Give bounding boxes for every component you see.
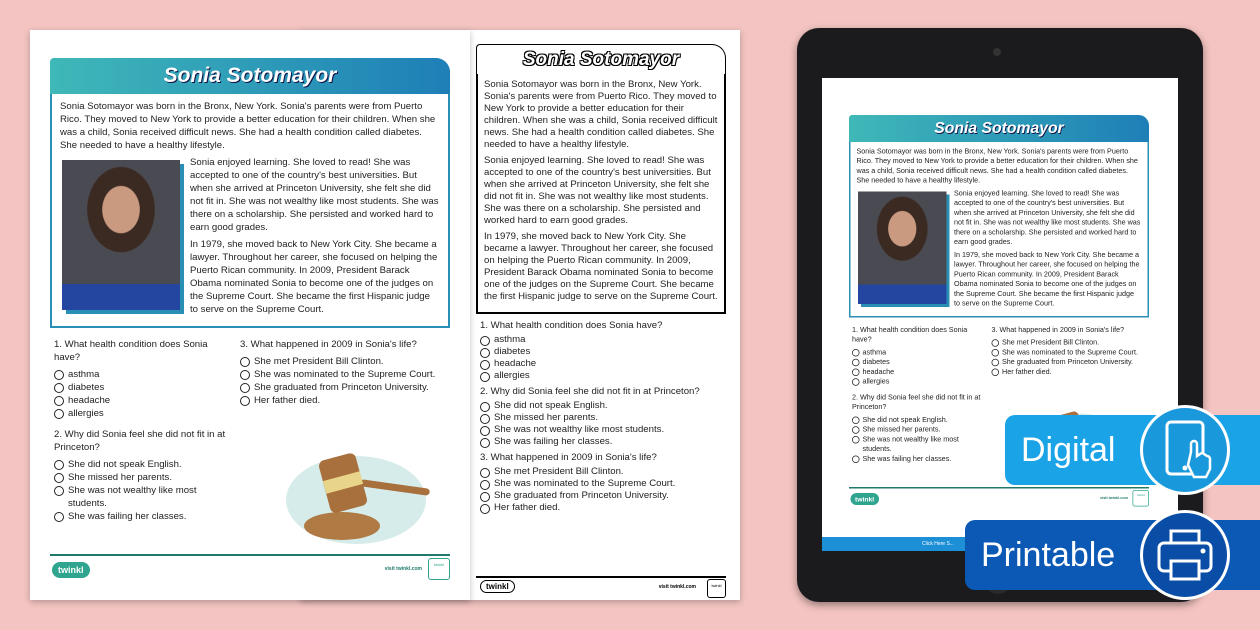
quality-badge: twinkl — [707, 579, 726, 598]
footer-divider — [50, 554, 450, 556]
question-text: 1. What health condition does Sonia have? — [852, 325, 968, 344]
answer-option-radio[interactable]: She was nominated to the Supreme Court. — [992, 348, 1153, 358]
question-2 — [852, 393, 987, 464]
question-1 — [54, 338, 234, 420]
digital-label: Digital — [1005, 415, 1260, 485]
worksheet-color — [30, 30, 470, 600]
answer-option-radio[interactable]: allergies — [852, 377, 987, 387]
visit-link[interactable]: visit twinkl.com — [1100, 496, 1128, 501]
answer-option-radio[interactable]: She met President Bill Clinton. — [992, 338, 1153, 348]
question-text: 2. Why did Sonia feel she did not fit in at Princeton? — [54, 429, 226, 453]
question-text: 3. What happened in 2009 in Sonia's life? — [991, 325, 1125, 334]
question-text: 3. What happened in 2009 in Sonia's life? — [240, 339, 417, 350]
question-text: 2. Why did Sonia feel she did not fit in at Princeton? — [480, 386, 700, 397]
answer-option-radio[interactable]: She was failing her classes. — [852, 454, 987, 464]
printer-icon — [1140, 510, 1230, 600]
answer-option-radio[interactable]: She was nominated to the Supreme Court. — [240, 368, 454, 381]
gavel-illustration — [286, 456, 426, 544]
twinkl-logo: twinkl — [480, 580, 515, 593]
reading-passage — [50, 94, 450, 328]
worksheet-title: Sonia Sotomayor — [476, 44, 726, 74]
twinkl-logo: twinkl — [52, 562, 90, 578]
visit-link[interactable]: visit twinkl.com — [384, 566, 422, 572]
portrait-photo — [858, 192, 947, 305]
answer-option-radio[interactable]: She was not wealthy like most students. — [480, 424, 722, 436]
question-2 — [480, 386, 722, 448]
question-text: 3. What happened in 2009 in Sonia's life? — [480, 452, 657, 463]
answer-option-radio[interactable]: She missed her parents. — [852, 425, 987, 435]
click-here-bar[interactable]: Click Here S... — [822, 537, 1178, 551]
answer-option-radio[interactable]: Her father died. — [992, 367, 1153, 377]
quality-badge: twinkl — [1133, 490, 1150, 507]
answer-option-radio[interactable]: She was not wealthy like most students. — [54, 484, 234, 510]
answer-option-radio[interactable]: allergies — [480, 370, 722, 382]
answer-option-radio[interactable]: She met President Bill Clinton. — [240, 355, 454, 368]
answer-option-radio[interactable]: She was not wealthy like most students. — [852, 435, 987, 455]
footer-divider — [849, 487, 1149, 489]
answer-option-radio[interactable]: asthma — [54, 368, 234, 381]
answer-option-radio[interactable]: She did not speak English. — [54, 458, 234, 471]
question-text: 2. Why did Sonia feel she did not fit in at Princeton? — [852, 393, 981, 412]
question-text: 1. What health condition does Sonia have? — [480, 320, 663, 331]
paragraph: In 1979, she moved back to New York City. She became a lawyer. Throughout her career, she focused on helping the Puerto Rican community. In 2009, President Barack Obama nominated Sonia to become one of the judges on the Supreme Court. She became the first Hispanic judge to serve on the Supreme Court. — [190, 239, 438, 315]
answer-option-radio[interactable]: She graduated from Princeton University. — [480, 490, 722, 502]
answer-option-radio[interactable]: She met President Bill Clinton. — [480, 466, 722, 478]
question-text: 1. What health condition does Sonia have? — [54, 339, 208, 363]
question-1 — [852, 325, 987, 387]
paragraph: Sonia Sotomayor was born in the Bronx, New York. Sonia's parents were from Puerto Rico. They moved to New York to provide a better education for their children. When she was a child, Sonia received difficult news. She had a health condition called diabetes. She needed to have a healthy lifestyle. — [484, 79, 718, 150]
answer-option-radio[interactable]: She did not speak English. — [852, 415, 987, 425]
question-3 — [992, 325, 1153, 377]
answer-option-radio[interactable]: She missed her parents. — [480, 412, 722, 424]
answer-option-radio[interactable]: diabetes — [852, 357, 987, 367]
paragraph: Sonia enjoyed learning. She loved to read! She was accepted to one of the country's best universities. But when she arrived at Princeton University, she felt she did not fit in. She was not wealthy like most students. She was there on a scholarship. She persisted and worked hard to earn good grades. — [190, 157, 439, 233]
answer-option-radio[interactable]: Her father died. — [240, 394, 454, 407]
answer-option-radio[interactable]: diabetes — [480, 346, 722, 358]
answer-option-radio[interactable]: asthma — [852, 348, 987, 358]
footer-divider — [476, 576, 726, 578]
tablet-touch-icon — [1140, 405, 1230, 495]
paragraph: Sonia Sotomayor was born in the Bronx, New York. Sonia's parents were from Puerto Rico. They moved to New York to provide a better education for their children. When she was a child, Sonia received difficult news. She had a health condition called diabetes. She needed to have a healthy lifestyle. — [60, 101, 436, 151]
question-3 — [480, 452, 722, 514]
worksheet-title: Sonia Sotomayor — [50, 58, 450, 94]
answer-option-radio[interactable]: She was nominated to the Supreme Court. — [480, 478, 722, 490]
paragraph: Sonia Sotomayor was born in the Bronx, New York. Sonia's parents were from Puerto Rico. They moved to New York to provide a better education for their children. When she was a child, Sonia received difficult news. She had a health condition called diabetes. She needed to have a healthy lifestyle. — [856, 147, 1138, 185]
answer-option-radio[interactable]: She graduated from Princeton University. — [240, 381, 454, 394]
printable-label: Printable — [965, 520, 1260, 590]
answer-option-radio[interactable]: She was failing her classes. — [54, 510, 234, 523]
worksheet-title: Sonia Sotomayor — [849, 115, 1149, 142]
answer-option-radio[interactable]: She did not speak English. — [480, 400, 722, 412]
question-1 — [480, 320, 722, 382]
visit-link[interactable]: visit twinkl.com — [658, 584, 696, 590]
question-2 — [54, 428, 234, 523]
camera-icon — [993, 48, 1001, 56]
answer-option-radio[interactable]: headache — [852, 367, 987, 377]
answer-option-radio[interactable]: headache — [480, 358, 722, 370]
answer-option-radio[interactable]: asthma — [480, 334, 722, 346]
paragraph: In 1979, she moved back to New York City. She became a lawyer. Throughout her career, she focused on helping the Puerto Rican community. In 2009, President Barack Obama nominated Sonia to become one of the judges on the Supreme Court. She became the first Hispanic judge to serve on the Supreme Court. — [484, 231, 718, 302]
question-3 — [240, 338, 454, 407]
answer-option-radio[interactable]: She graduated from Princeton University. — [992, 357, 1153, 367]
answer-option-radio[interactable]: She was failing her classes. — [480, 436, 722, 448]
answer-option-radio[interactable]: She missed her parents. — [54, 471, 234, 484]
answer-option-radio[interactable]: Her father died. — [480, 502, 722, 514]
answer-option-radio[interactable]: allergies — [54, 407, 234, 420]
twinkl-logo: twinkl — [851, 493, 879, 505]
reading-passage — [476, 74, 726, 314]
portrait-photo — [62, 160, 180, 310]
paragraph: In 1979, she moved back to New York City. She became a lawyer. Throughout her career, she focused on helping the Puerto Rican community. In 2009, President Barack Obama nominated Sonia to become one of the judges on the Supreme Court. She became the first Hispanic judge to serve on the Supreme Court. — [954, 250, 1140, 308]
paragraph: Sonia enjoyed learning. She loved to read! She was accepted to one of the country's best universities. But when she arrived at Princeton University, she felt she did not fit in. She was not wealthy like most students. She was there on a scholarship. She persisted and worked hard to earn good grades. — [954, 189, 1141, 247]
answer-option-radio[interactable]: headache — [54, 394, 234, 407]
quality-badge: twinkl — [428, 558, 450, 580]
paragraph: Sonia enjoyed learning. She loved to read! She was accepted to one of the country's best universities. But when she arrived at Princeton University, she felt she did not fit in. She was not wealthy like most students. She was there on a scholarship. She persisted and worked hard to earn good grades. — [484, 155, 711, 226]
answer-option-radio[interactable]: diabetes — [54, 381, 234, 394]
reading-passage — [849, 142, 1149, 318]
questions — [476, 320, 726, 514]
